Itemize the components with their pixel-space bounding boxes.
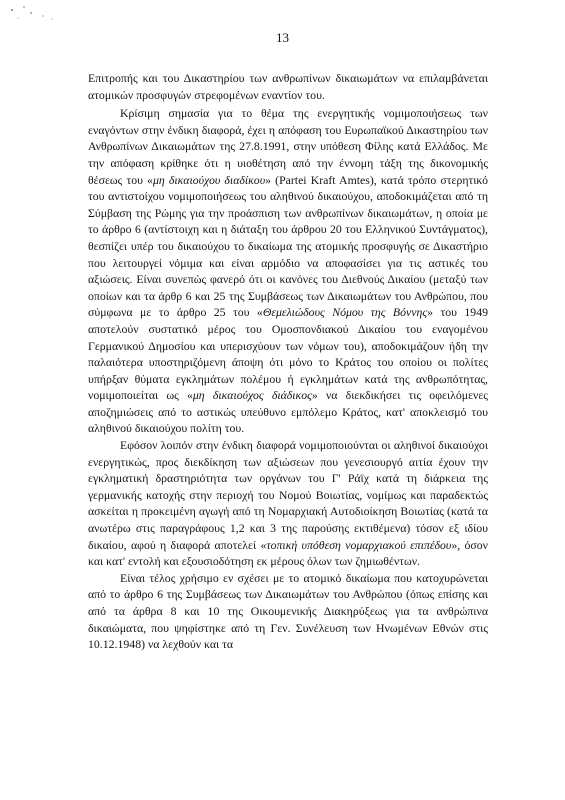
italic-text-run: μη δικαιούχου διαδίκου — [152, 172, 266, 187]
document-body — [88, 70, 488, 653]
italic-text-run: μη δικαιούχος διάδικος — [192, 388, 312, 403]
italic-text-run: Θεμελιώδους Νόμου της Βόννης — [262, 305, 428, 320]
text-run: Κρίσιμη σημασία για το θέμα της ενεργητικής νομιμοποιήσεως των εναγόντων στην ένδικη διαφορά, έχει η απόφαση του Ευρωπαϊκού Δικαστηρίου των Ανθρωπίνων Δικαιωμάτων της 27.8.1991, στην υπόθεση Φίλης κατά Ελλάδος. Με την απόφαση κρίθηκε ότι η υιοθέτηση από την έννομη τάξη της δικονομικής θέσεως του « — [88, 106, 488, 187]
text-run: Επιτροπής και του Δικαστηρίου των ανθρωπίνων δικαιωμάτων να επιλαμβάνεται ατομικών προσφυγών στρεφομένων εναντίον του. — [88, 71, 488, 102]
italic-text-run: τοπική υπόθεση νομαρχιακού επιπέδου — [266, 537, 452, 552]
scan-specks — [8, 4, 68, 24]
text-run: Είναι τέλος χρήσιμο εν σχέσει με το ατομικό δικαίωμα που κατοχυρώνεται από το άρθρο 6 της Συμβάσεως των Δικαιωμάτων του Ανθρώπου (όπως επίσης και από τα άρθρα 8 και 10 της Οικουμενικής Διακηρύξεως για τα ανθρώπινα δικαιώματα, που ψηφίστηκε από τη Γεν. Συνέλευση των Ηνωμένων Εθνών στις 10.12.1948) να λεχθούν και τα — [88, 570, 488, 652]
paragraph — [88, 105, 488, 437]
page-number: 13 — [276, 30, 289, 45]
paragraph — [88, 437, 488, 570]
text-run: » (Partei Kraft Amtes), κατά τρόπο στερητικό του αντιστοίχου νομιμοποιήσεως του αληθινού δικαιούχου, αποδοκιμάζεται από τη Σύμβαση της Ρώμης για την προάσπιση των ανθρωπίνων δικαιωμάτων, η οποία με το άρθρο 6 (αντίστοιχη και η διάταξη του άρθρου 20 του Ελληνικού Συντάγματος), θεσπίζει υπέρ του δικαιούχου το δικαίωμα της ατομικής προσφυγής σε Δικαστήριο που λειτουργεί νόμιμα και είναι αρμόδιο να αποφασίσει για τις αστικές του αξιώσεις. Είναι συνεπώς φανερό ότι οι κανόνες του Διεθνούς Δικαίου (μεταξύ των οποίων και τα άρθρ 6 και 25 της Συμβάσεως των Δικαιωμάτων του Ανθρώπου, που σύμφωνα με το άρθρο 25 του « — [88, 172, 488, 320]
paragraph — [88, 70, 488, 103]
text-run: » να διεκδικήσει τις οφειλόμενες αποζημιώσεις από το αστικώς υπεύθυνο εμπόλεμο Κράτος, κατ' αποκλεισμό του αληθινού δικαιούχου πολίτη του. — [88, 388, 488, 436]
paragraph — [88, 570, 488, 653]
text-run: Εφόσον λοιπόν στην ένδικη διαφορά νομιμοποιούνται οι αληθινοί δικαιούχοι ενεργητικώς, προς διεκδίκηση των αξιώσεων που γενεσιουργό αιτία έχουν την εγκληματική δραστηριότητα των οργάνων του Γ' Ράϊχ κατά τη διάρκεια της γερμανικής κατοχής στην περιοχή του Νομού Βοιωτίας, νομίμως και παραδεκτώς ασκείται η προκειμένη αγωγή από τη Νομαρχιακή Αυτοδιοίκηση Βοιωτίας (κατά τα ανωτέρω στις παραγράφους 1,2 και 3 της παρούσης εκτιθέμενα) τόσον εξ ιδίου δικαίου, αφού η διαφορά αποτελεί « — [88, 438, 488, 552]
text-run: » του 1949 αποτελούν συστατικό μέρος του Ομοσπονδιακού Δικαίου του εναγομένου Γερμανικού Δημοσίου και υπερισχύουν των νόμων του), αποδοκιμάζουν ήδη την παλαιότερα υποστηριζόμενη άποψη ότι μόνο το Κράτος του οποίου οι πολίτες υπήρξαν θύματα εγκλημάτων πολέμου ή εγκλημάτων κατά της ανθρωπότητας, νομιμοποιείται ως « — [88, 305, 488, 403]
text-run: », όσον και κατ' εντολή και εξουσιοδότηση εκ μέρους όλων των ζημιωθέντων. — [88, 537, 488, 569]
